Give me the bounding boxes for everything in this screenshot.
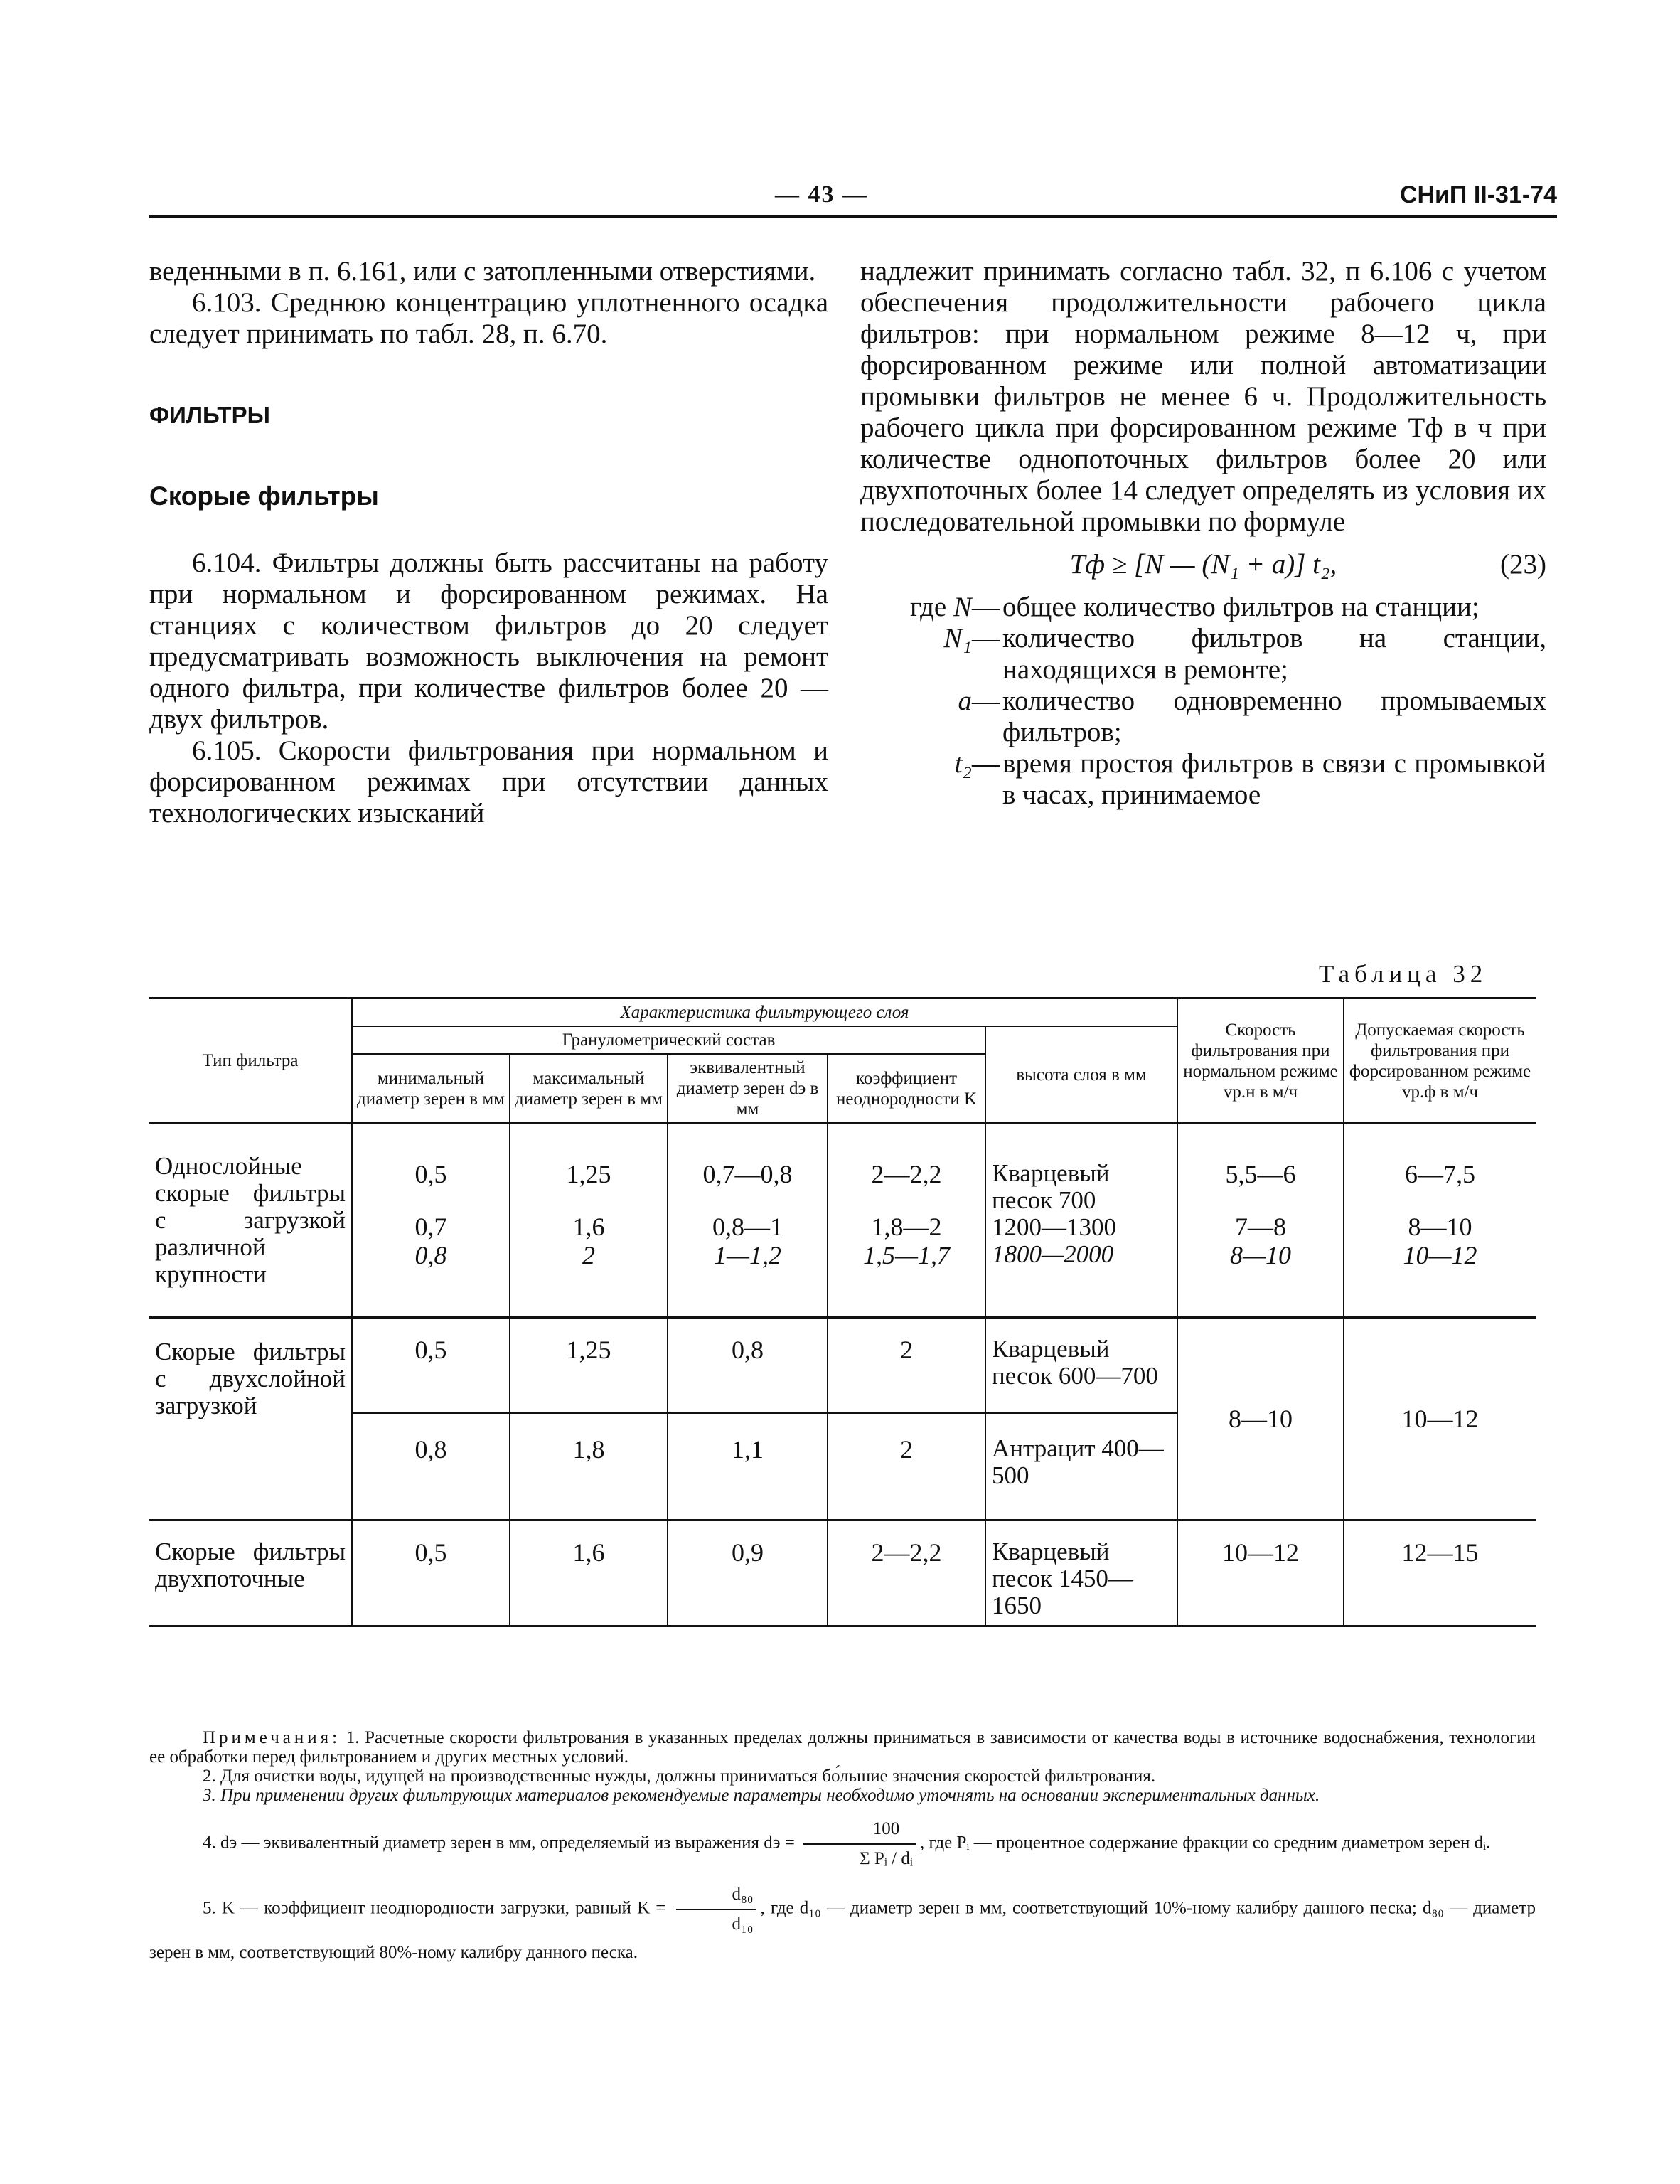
header-min-diameter: минимальный диаметр зерен в мм (352, 1054, 510, 1124)
speed-normal-cell: 5,5—6 7—8 8—10 (1177, 1124, 1344, 1318)
header-speed-forced: Допускаемая скорость фильтрования при форсированном режиме vр.ф в м/ч (1344, 998, 1536, 1124)
speed-normal-cell: 8—10 (1177, 1318, 1344, 1520)
filter-type-cell: Однослойные скорые фильтры с загрузкой различной крупности (149, 1124, 352, 1318)
section-heading: ФИЛЬТРЫ (149, 402, 270, 428)
note-5: 5. K — коэффициент неоднородности загрузки, равный K = $\frac{\text{d₈₀}}{\text{d₁₀}}$ , где d₁₀ — диаметр зерен в мм, соответствующий 10%-ному калибру данного песка; d₈₀ — диаметр зерен в мм, соответствующий 80%-ному калибру данного песка. (149, 1880, 1536, 1967)
clause-text: Среднюю концентрацию уплотненного осадка следует принимать по табл. 28, п. 6.70. (149, 287, 828, 349)
coefficient-cell: 2 (828, 1318, 985, 1414)
max-diameter-cell: 1,25 (510, 1318, 668, 1414)
subsection-heading: Скорые фильтры (149, 481, 379, 511)
layer-height-cell: Кварцевый песок 700 1200—1300 1800—2000 (985, 1124, 1177, 1318)
header-max-diameter: максимальный диаметр зерен в мм (510, 1054, 668, 1124)
paragraph-continuation: надлежит принимать согласно табл. 32, п 6.106 с учетом обеспечения продолжительности рабочего цикла фильтров: при нормальном режиме 8—12 ч, при форсированном режиме или полной автоматизации промывки фильтров не менее 6 ч. Продолжительность рабочего цикла при форсированном режиме Tф в ч при количестве однопоточных фильтров более 20 или двухпоточных более 14 следует определять из условия их последовательной промывки по формуле (860, 256, 1546, 537)
paragraph-6-104 (149, 548, 828, 735)
clause-number: 6.104. (192, 548, 262, 578)
header-rule (149, 215, 1557, 218)
layer-height-cell: Антрацит 400—500 (985, 1413, 1177, 1520)
formula-number: (23) (1500, 549, 1546, 580)
speed-forced-cell: 10—12 (1344, 1318, 1536, 1520)
max-diameter-cell: 1,6 (510, 1520, 668, 1626)
max-diameter-cell: 1,25 1,6 2 (510, 1124, 668, 1318)
min-diameter-cell: 0,5 (352, 1520, 510, 1626)
where-word: где (910, 592, 947, 622)
definition-text: количество фильтров на станции, находящихся в ремонте; (1002, 623, 1546, 685)
coefficient-cell: 2 (828, 1413, 985, 1520)
page-header (149, 181, 1557, 217)
min-diameter-cell: 0,5 (352, 1318, 510, 1414)
table-row (149, 1520, 1536, 1626)
coefficient-cell: 2—2,2 (828, 1520, 985, 1626)
definition-symbol: где N— (910, 592, 1000, 622)
min-diameter-cell: 0,8 (352, 1413, 510, 1520)
formula-23 (860, 549, 1546, 580)
definition-text: общее количество фильтров на станции; (1002, 592, 1480, 622)
header-granulometric: Гранулометрический состав (352, 1026, 985, 1054)
formula-expression: Tф ≥ [N — (N₁ + a)] t₂, (1069, 549, 1337, 580)
speed-normal-cell: 10—12 (1177, 1520, 1344, 1626)
eq-diameter-cell: 0,8 (668, 1318, 828, 1414)
clause-number: 6.105. (192, 735, 262, 766)
eq-diameter-cell: 0,7—0,8 0,8—1 1—1,2 (668, 1124, 828, 1318)
notes-label: Примечания: (203, 1728, 341, 1747)
layer-height-cell: Кварцевый песок 1450—1650 (985, 1520, 1177, 1626)
clause-text: Фильтры должны быть рассчитаны на работу при нормальном и форсированном режимах. На станциях с количеством фильтров до 20 следует предусматривать возможность выключения на ремонт одного фильтра, при количестве фильтров более 20 — двух фильтров. (149, 548, 828, 735)
min-diameter-cell: 0,5 0,7 0,8 (352, 1124, 510, 1318)
table-row (149, 1318, 1536, 1414)
header-layer-height: высота слоя в мм (985, 1026, 1177, 1124)
definitions-list (860, 592, 1546, 811)
clause-number: 6.103. (192, 287, 262, 318)
fraction: $\frac{100}{\text{Σ Pᵢ / dᵢ}}$ (803, 1815, 916, 1873)
table-notes (149, 1728, 1536, 1967)
max-diameter-cell: 1,8 (510, 1413, 668, 1520)
paragraph-continuation: веденными в п. 6.161, или с затопленными отверстиями. (149, 256, 816, 287)
left-column (149, 256, 828, 829)
speed-forced-cell: 6—7,5 8—10 10—12 (1344, 1124, 1536, 1318)
fraction: $\frac{\text{d₈₀}}{\text{d₁₀}}$ (676, 1880, 756, 1939)
note-1: Примечания: 1. Расчетные скорости фильтрования в указанных пределах должны приниматься в зависимости от качества воды в источнике водоснабжения, технологии ее обработки перед фильтрованием и других местных условий. (149, 1728, 1536, 1767)
definition-text: время простоя фильтров в связи с промывкой в часах, принимаемое (1002, 748, 1546, 810)
layer-height-cell: Кварцевый песок 600—700 (985, 1318, 1177, 1414)
filter-type-cell: Скорые фильтры двухпоточные (149, 1520, 352, 1626)
eq-diameter-cell: 0,9 (668, 1520, 828, 1626)
eq-diameter-cell: 1,1 (668, 1413, 828, 1520)
definition-symbol: t₂— (954, 748, 1000, 779)
note-2: 2. Для очистки воды, идущей на производственные нужды, должны приниматься бо́льшие значения скоростей фильтрования. (203, 1767, 1156, 1786)
definition-symbol: N₁— (943, 623, 1000, 654)
header-type: Тип фильтра (149, 998, 352, 1124)
coefficient-cell: 2—2,2 1,8—2 1,5—1,7 (828, 1124, 985, 1318)
table-32 (149, 997, 1536, 1627)
note-4: 4. dэ — эквивалентный диаметр зерен в мм, определяемый из выражения dэ = $\frac{100}{\text{Σ Pᵢ / dᵢ}}$ , где Pᵢ — процентное содержание фракции со средним диаметром зерен dᵢ. (149, 1815, 1536, 1873)
note-3: 3. При применении других фильтрующих материалов рекомендуемые параметры необходимо уточнять на основании экспериментальных данных. (203, 1786, 1320, 1805)
definition-text: количество одновременно промываемых фильтров; (1002, 686, 1546, 747)
header-characteristic: Характеристика фильтрующего слоя (352, 998, 1177, 1027)
paragraph-6-105 (149, 735, 828, 829)
clause-text: Скорости фильтрования при нормальном и форсированном режимах при отсутствии данных технологических изысканий (149, 735, 828, 829)
header-coefficient: коэффициент неоднородности K (828, 1054, 985, 1124)
header-speed-normal: Скорость фильтрования при нормальном режиме vр.н в м/ч (1177, 998, 1344, 1124)
table-caption: Таблица 32 (1319, 960, 1488, 988)
right-column (860, 256, 1546, 811)
page-number: — 43 — (775, 181, 868, 208)
document-code: СНиП II-31-74 (1399, 181, 1557, 208)
definition-symbol: a— (958, 686, 1000, 716)
table-row (149, 1124, 1536, 1318)
paragraph-6-103 (149, 287, 828, 350)
header-eq-diameter: эквивалентный диаметр зерен dэ в мм (668, 1054, 828, 1124)
speed-forced-cell: 12—15 (1344, 1520, 1536, 1626)
filter-type-cell: Скорые фильтры с двухслойной загрузкой (149, 1318, 352, 1520)
